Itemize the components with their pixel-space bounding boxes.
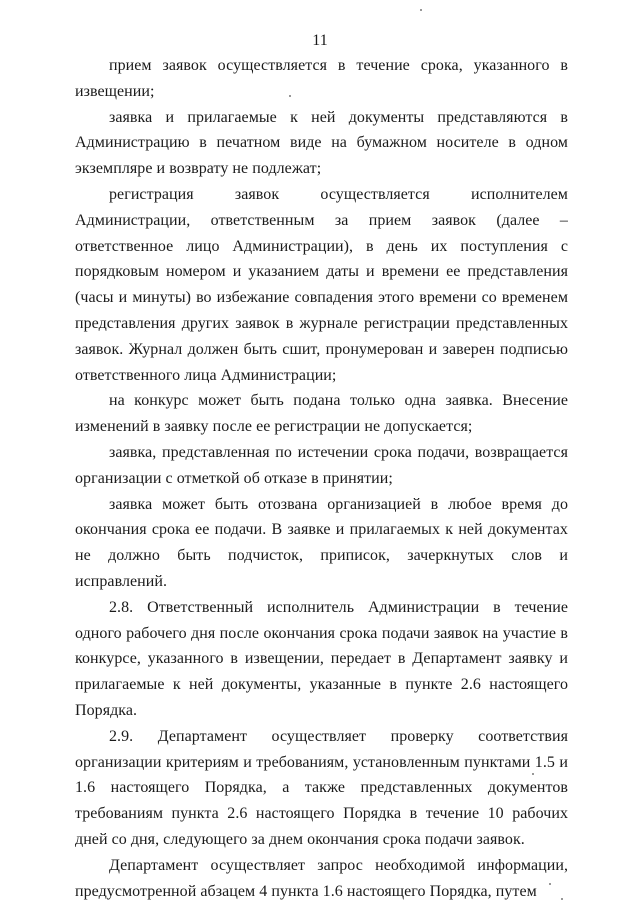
paragraph-information-request: Департамент осуществляет запрос необходимой информации, предусмотренной абзацем 4 пункта 1.6 настоящего Порядка, путем xyxy=(75,856,568,900)
document-body xyxy=(75,53,568,904)
paragraph-application-period: прием заявок осуществляется в течение срока, указанного в извещении; xyxy=(75,57,568,100)
scan-speck xyxy=(561,898,563,900)
paragraph-late-application: заявка, представленная по истечении срока подачи, возвращается организации с отметкой об отказе в принятии; xyxy=(75,443,568,487)
paragraph-application-withdrawal: заявка может быть отозвана организацией в любое время до окончания срока ее подачи. В заявке и прилагаемых к ней документах не должно быть подчисток, приписок, зачеркнутых слов и исправлений. xyxy=(75,495,568,590)
scan-speck xyxy=(289,95,291,97)
paragraph-single-application: на конкурс может быть подана только одна заявка. Внесение изменений в заявку после ее регистрации не допускается; xyxy=(75,392,568,436)
scan-speck xyxy=(420,9,422,11)
scan-speck xyxy=(532,773,534,775)
paragraph-section-2-9: 2.9. Департамент осуществляет проверку соответствия организации критериям и требованиям, установленным пунктами 1.5 и 1.6 настоящего Порядка, а также представленных документов требованиям пункта 2.6 настоящего Порядка в течение 10 рабочих дней со дня, следующего за днем окончания срока подачи заявок. xyxy=(75,727,568,848)
scan-speck xyxy=(549,883,551,885)
paragraph-section-2-8: 2.8. Ответственный исполнитель Администрации в течение одного рабочего дня после окончания срока подачи заявок на участие в конкурсе, указанного в извещении, передает в Департамент заявку и прилагаемые к ней документы, указанные в пункте 2.6 настоящего Порядка. xyxy=(75,598,568,719)
paragraph-application-submission: заявка и прилагаемые к ней документы представляются в Администрацию в печатном виде на бумажном носителе в одном экземпляре и возврату не подлежат; xyxy=(75,108,568,178)
page-number: 11 xyxy=(312,32,328,49)
paragraph-application-registration: регистрация заявок осуществляется исполнителем Администрации, ответственным за прием заявок (далее – ответственное лицо Администрации), в день их поступления с порядковым номером и указанием даты и времени ее представления (часы и минуты) во избежание совпадения этого времени со временем представления других заявок в журнале регистрации представленных заявок. Журнал должен быть сшит, пронумерован и заверен подписью ответственного лица Администрации; xyxy=(75,185,568,384)
